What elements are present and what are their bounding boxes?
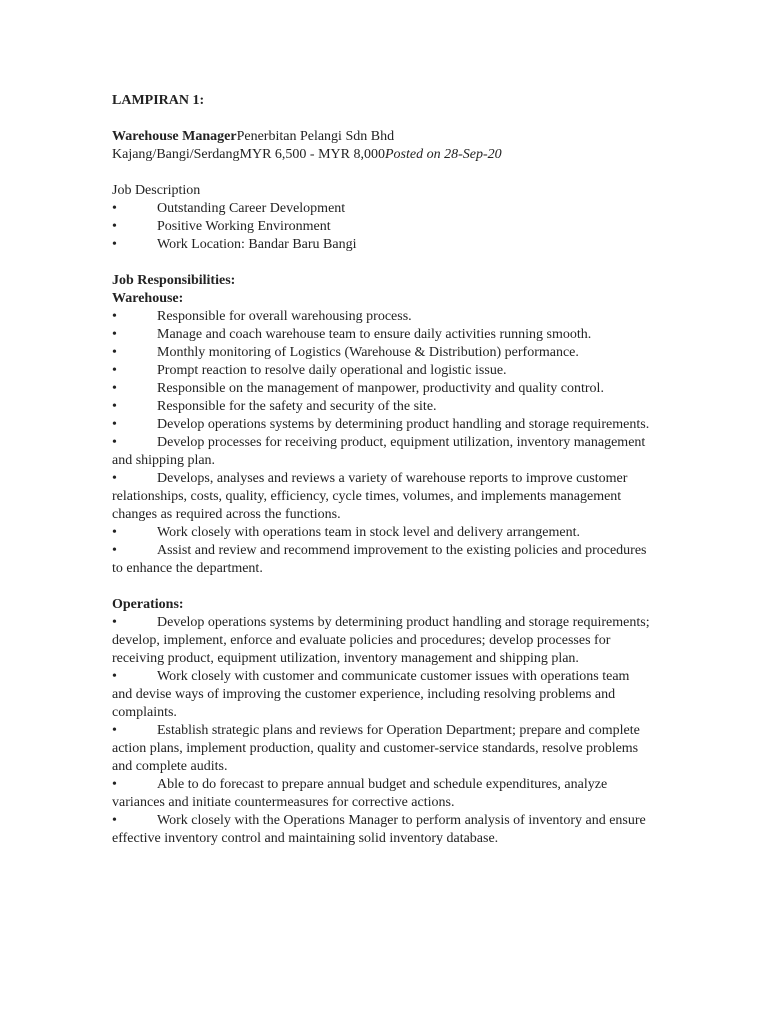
spacer [112,110,652,128]
list-item [112,524,652,542]
job-description-list [112,200,652,254]
list-item-text: Able to do forecast to prepare annual budget and schedule expenditures, analyze variances and initiate countermeasures for corrective actions. [112,777,608,810]
list-item [112,380,652,398]
list-item-text: Develop operations systems by determining product handling and storage requirements; develop, implement, enforce and evaluate policies and procedures; develop processes for receiving product, equipment utilization, inventory management and shipping plan. [112,615,650,666]
list-item [112,362,652,380]
list-item-text: Develops, analyses and reviews a variety of warehouse reports to improve customer relationships, costs, quality, efficiency, cycle times, volumes, and implements management changes as required across the functions. [112,471,628,522]
bullet-icon: • [112,327,117,342]
spacer [112,578,652,596]
list-item-text: Prompt reaction to resolve daily operational and logistic issue. [157,363,507,378]
list-item-text: Work closely with customer and communicate customer issues with operations team and devise ways of improving the customer experience, including resolving problems and complaints. [112,669,630,720]
responsibilities-label: Job Responsibilities: [112,273,236,288]
list-item-text: Work Location: Bandar Baru Bangi [157,237,357,252]
job-description-label: Job Description [112,183,201,198]
list-item-text: Positive Working Environment [157,219,331,234]
list-item-text: Monthly monitoring of Logistics (Warehouse & Distribution) performance. [157,345,579,360]
list-item-text: Work closely with the Operations Manager to perform analysis of inventory and ensure effective inventory control and maintaining solid inventory database. [112,813,646,846]
bullet-icon: • [112,417,117,432]
bullet-icon: • [112,381,117,396]
posted-date: Posted on 28-Sep-20 [384,147,502,162]
bullet-icon: • [112,525,117,540]
document-heading: LAMPIRAN 1: [112,93,205,108]
spacer [112,254,652,272]
bullet-icon: • [112,615,117,630]
list-item [112,614,652,668]
bullet-icon: • [112,201,117,216]
list-item [112,236,652,254]
list-item [112,326,652,344]
list-item-text: Develop operations systems by determining product handling and storage requirements. [157,417,650,432]
list-item [112,812,652,848]
job-title: Warehouse Manager [112,129,237,144]
list-item [112,668,652,722]
list-item [112,722,652,776]
warehouse-label: Warehouse: [112,291,184,306]
bullet-icon: • [112,345,117,360]
list-item-text: Responsible for overall warehousing process. [157,309,412,324]
list-item [112,308,652,326]
document-content [112,92,652,848]
list-item [112,470,652,524]
bullet-icon: • [112,723,117,738]
spacer [112,164,652,182]
list-item [112,434,652,470]
list-item-text: Work closely with operations team in stock level and delivery arrangement. [157,525,581,540]
bullet-icon: • [112,471,117,486]
bullet-icon: • [112,237,117,252]
bullet-icon: • [112,363,117,378]
job-header [112,128,652,146]
list-item [112,344,652,362]
list-item-text: Manage and coach warehouse team to ensure daily activities running smooth. [157,327,592,342]
list-item-text: Outstanding Career Development [157,201,346,216]
bullet-icon: • [112,399,117,414]
operations-list [112,614,652,848]
list-item-text: Assist and review and recommend improvement to the existing policies and procedures to enhance the department. [112,543,647,576]
list-item [112,200,652,218]
bullet-icon: • [112,435,117,450]
bullet-icon: • [112,543,117,558]
list-item [112,218,652,236]
list-item [112,542,652,578]
operations-label: Operations: [112,597,184,612]
job-meta [112,146,652,164]
list-item-text: Responsible on the management of manpower, productivity and quality control. [157,381,604,396]
list-item [112,398,652,416]
list-item [112,416,652,434]
bullet-icon: • [112,309,117,324]
list-item-text: Establish strategic plans and reviews for Operation Department; prepare and complete action plans, implement production, quality and customer-service standards, resolve problems and complete audits. [112,723,640,774]
bullet-icon: • [112,219,117,234]
bullet-icon: • [112,669,117,684]
company-name: Penerbitan Pelangi Sdn Bhd [236,129,395,144]
bullet-icon: • [112,777,117,792]
list-item-text: Develop processes for receiving product, equipment utilization, inventory management and shipping plan. [112,435,646,468]
list-item [112,776,652,812]
list-item-text: Responsible for the safety and security of the site. [157,399,437,414]
bullet-icon: • [112,813,117,828]
warehouse-list [112,308,652,578]
location-salary: Kajang/Bangi/SerdangMYR 6,500 - MYR 8,000 [112,147,385,162]
